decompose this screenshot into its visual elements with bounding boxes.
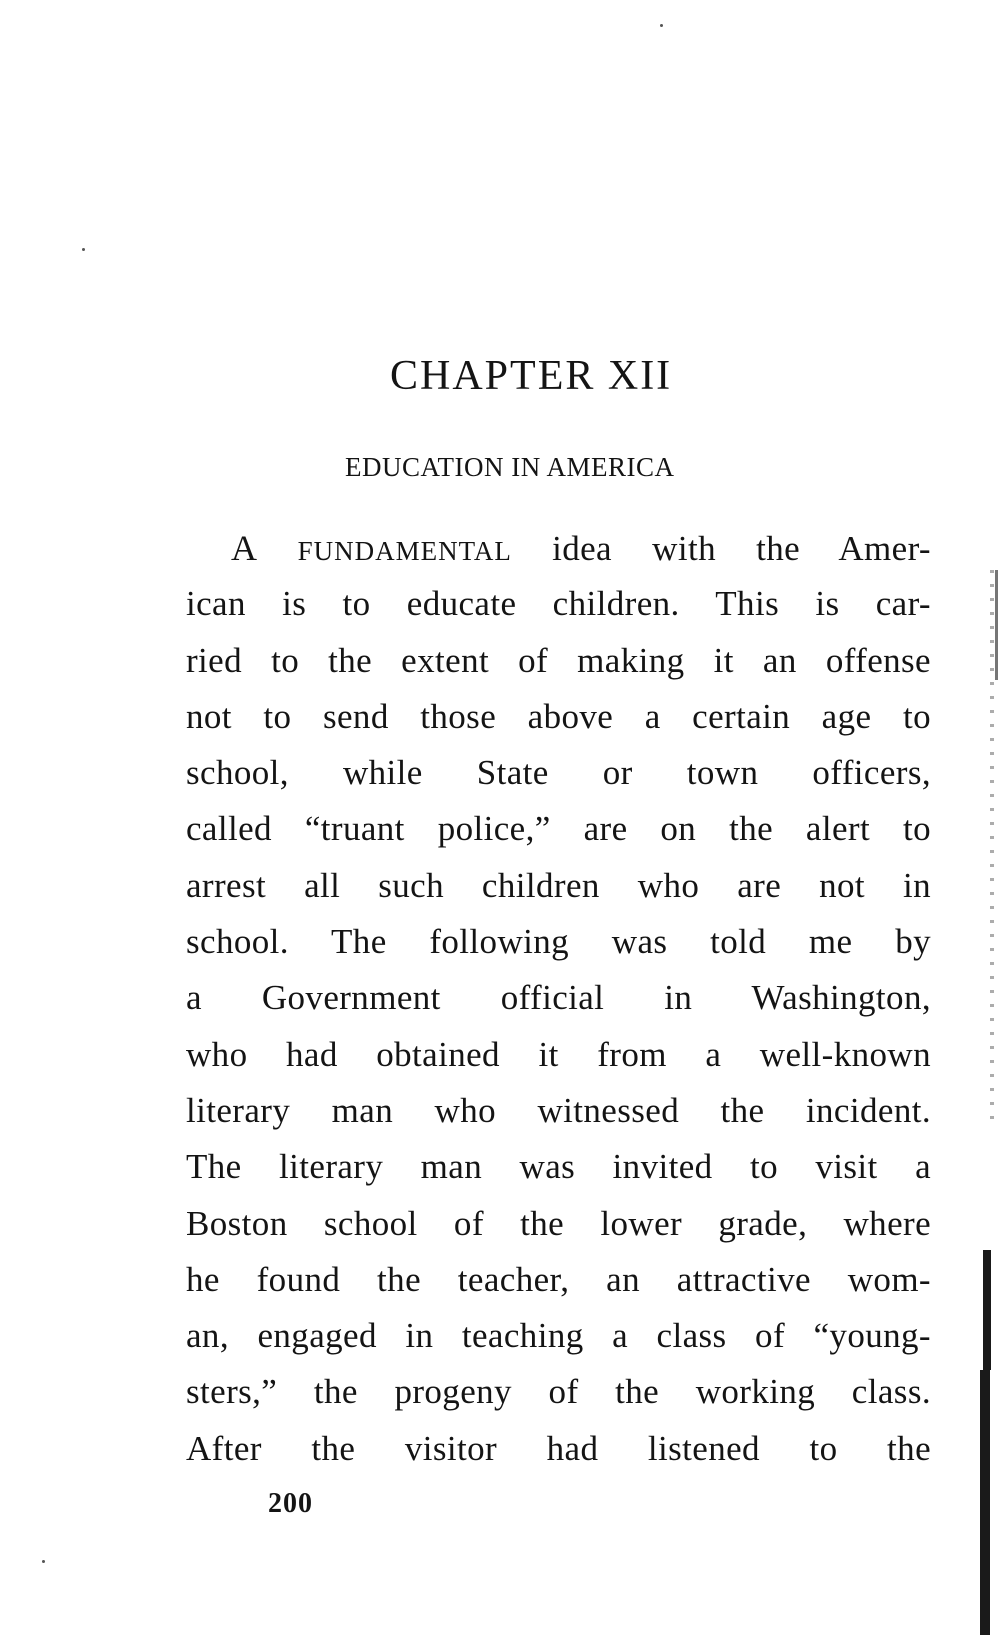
chapter-title: CHAPTER XII xyxy=(390,353,673,399)
scan-speck xyxy=(42,1560,45,1563)
text-line: school. The following was told me by xyxy=(186,922,931,962)
text-line: who had obtained it from a well-known xyxy=(186,1034,931,1074)
small-caps-word: FUNDAMENTAL xyxy=(297,536,512,566)
scan-edge-bar xyxy=(983,1250,991,1370)
body-text xyxy=(186,520,931,1477)
scan-speck xyxy=(660,24,663,27)
text-line: After the visitor had listened to the xyxy=(186,1428,931,1468)
text-line: The literary man was invited to visit a xyxy=(186,1147,931,1187)
chapter-subtitle: EDUCATION IN AMERICA xyxy=(345,452,675,482)
scan-edge-bar xyxy=(995,570,998,680)
text-line: sters,” the progeny of the working class. xyxy=(186,1372,931,1412)
text-line: called “truant police,” are on the alert to xyxy=(186,809,931,849)
text-line: school, while State or town officers, xyxy=(186,753,931,793)
scan-edge-bar xyxy=(980,1370,990,1635)
text-line: Boston school of the lower grade, where xyxy=(186,1203,931,1243)
initial-letter: A xyxy=(231,528,258,568)
text-line xyxy=(186,520,931,576)
text-line: ried to the extent of making it an offense xyxy=(186,640,931,680)
scan-speck xyxy=(82,248,85,251)
text-line: an, engaged in teaching a class of “young- xyxy=(186,1316,931,1356)
page-number: 200 xyxy=(268,1488,313,1519)
first-line-rest: idea with the Amer- xyxy=(552,529,931,568)
text-line: literary man who witnessed the incident. xyxy=(186,1090,931,1130)
scan-edge-artifact xyxy=(990,570,994,1130)
text-line: a Government official in Washington, xyxy=(186,978,931,1018)
text-line: he found the teacher, an attractive wom- xyxy=(186,1259,931,1299)
text-line: ican is to educate children. This is car- xyxy=(186,584,931,624)
text-line: arrest all such children who are not in xyxy=(186,865,931,905)
text-line: not to send those above a certain age to xyxy=(186,696,931,736)
